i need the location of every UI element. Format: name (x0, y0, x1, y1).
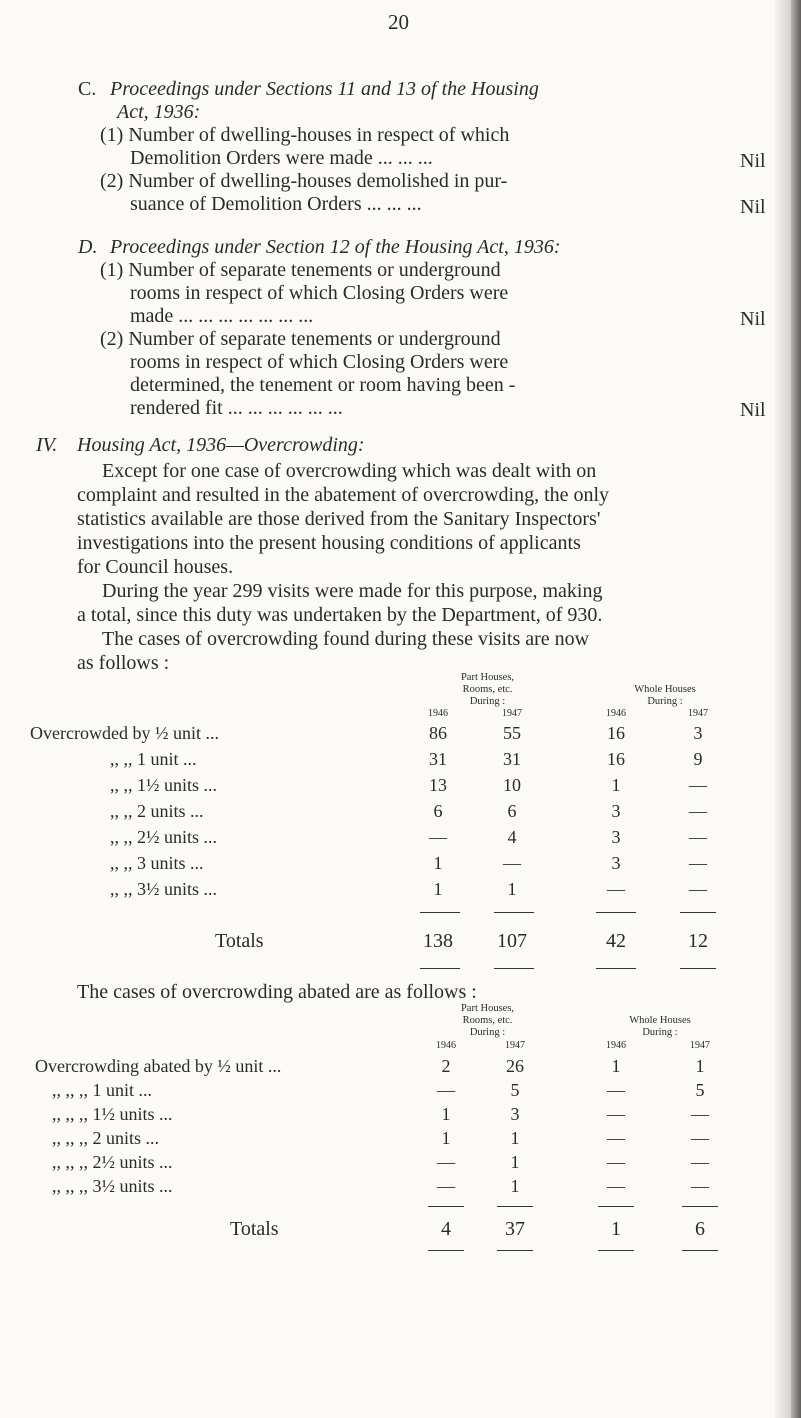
t1-total: 138 (423, 930, 453, 952)
t2-cell: 1 (510, 1152, 520, 1172)
t1-rule (420, 912, 460, 913)
t1-cell: 3 (611, 853, 621, 873)
t1-totals-label: Totals (215, 930, 264, 952)
t2-totals-label: Totals (230, 1218, 279, 1240)
t1-cell: 9 (693, 749, 703, 769)
t2-cell: — (607, 1104, 625, 1124)
t1-cell: — (503, 853, 521, 873)
t1-total: 42 (606, 930, 626, 952)
t1-rule-bottom (680, 968, 716, 969)
section-d-item1-line2: rooms in respect of which Closing Orders were (130, 282, 509, 304)
t1-cell: — (689, 775, 707, 795)
para1-line3: statistics available are those derived from the Sanitary Inspectors' (77, 508, 601, 530)
t2-rule (497, 1206, 533, 1207)
t1-cell: 31 (503, 749, 521, 769)
t1-cell: — (689, 827, 707, 847)
section-d-item2-line4: rendered fit ... ... ... ... ... ... (130, 397, 343, 419)
t1-cell: 16 (607, 723, 625, 743)
abated-intro: The cases of overcrowding abated are as follows : (77, 981, 477, 1003)
t1-header-part-3: During : (469, 696, 506, 707)
t2-total: 37 (505, 1218, 525, 1240)
t2-rule (598, 1206, 634, 1207)
t1-cell: — (689, 801, 707, 821)
t1-cell: 6 (433, 801, 443, 821)
t1-year-2: 1947 (502, 708, 522, 719)
t2-cell: — (607, 1176, 625, 1196)
section-d-item2-line2: rooms in respect of which Closing Orders were (130, 351, 509, 373)
section-c-item1-line1: (1) Number of dwelling-houses in respect of which (100, 124, 510, 146)
t2-rule-bottom (598, 1250, 634, 1251)
t1-cell: 3 (611, 827, 621, 847)
t2-cell: — (607, 1152, 625, 1172)
section-c-item2-line1: (2) Number of dwelling-houses demolished in pur- (100, 170, 508, 192)
t1-cell: 1 (433, 879, 443, 899)
t1-rule-bottom (596, 968, 636, 969)
t2-year-2: 1947 (505, 1040, 525, 1051)
t1-cell: 55 (503, 723, 521, 743)
section-c-item1-value: Nil (740, 150, 766, 172)
t1-cell: 4 (507, 827, 517, 847)
t1-cell: 10 (503, 775, 521, 795)
section-d-item1-line3: made ... ... ... ... ... ... ... (130, 305, 314, 327)
t2-header-whole-1: Whole Houses (629, 1015, 691, 1026)
t2-cell: 5 (510, 1080, 520, 1100)
t2-cell: — (607, 1128, 625, 1148)
para3-line2: as follows : (77, 652, 170, 674)
t2-row-label: ,, ,, ,, 3½ units ... (52, 1176, 173, 1196)
t2-row-label: ,, ,, ,, 1 unit ... (52, 1080, 153, 1100)
t1-row-label: Overcrowded by ½ unit ... (30, 723, 219, 743)
t2-row-label: ,, ,, ,, 2½ units ... (52, 1152, 173, 1172)
t1-row-label: ,, ,, 3½ units ... (110, 879, 218, 899)
section-c-item1-line2: Demolition Orders were made ... ... ... (130, 147, 433, 169)
t2-row-label: Overcrowding abated by ½ unit ... (35, 1056, 282, 1076)
section-d-item2-line1: (2) Number of separate tenements or underground (100, 328, 501, 350)
t1-header-whole-2: During : (647, 696, 683, 707)
t1-rule-bottom (420, 968, 460, 969)
t1-total: 12 (688, 930, 708, 952)
t2-cell: — (691, 1176, 709, 1196)
section-d-item2-value: Nil (740, 399, 766, 421)
t2-rule (682, 1206, 718, 1207)
t1-cell: — (689, 853, 707, 873)
t2-cell: — (437, 1152, 455, 1172)
t2-cell: — (437, 1080, 455, 1100)
t1-cell: — (429, 827, 447, 847)
t2-year-4: 1947 (690, 1040, 710, 1051)
t1-header-whole-1: Whole Houses (634, 684, 696, 695)
section-c-title-line2: Act, 1936: (117, 101, 201, 123)
t1-cell: 86 (429, 723, 447, 743)
t1-rule (680, 912, 716, 913)
section-c-letter: C. (78, 78, 97, 100)
t1-cell: — (689, 879, 707, 899)
para1-line4: investigations into the present housing conditions of applicants (77, 532, 581, 554)
t2-rule (428, 1206, 464, 1207)
t1-cell: 31 (429, 749, 447, 769)
t2-cell: 2 (441, 1056, 451, 1076)
t1-total: 107 (497, 930, 527, 952)
t2-cell: — (691, 1128, 709, 1148)
t1-header-part-2: Rooms, etc. (462, 684, 513, 695)
section-d-item1-value: Nil (740, 308, 766, 330)
t2-row-label: ,, ,, ,, 2 units ... (52, 1128, 160, 1148)
t2-cell: 1 (441, 1104, 451, 1124)
t1-rule (494, 912, 534, 913)
t1-cell: 16 (607, 749, 625, 769)
page-edge-dark (791, 0, 801, 1418)
section-iv-title: Housing Act, 1936—Overcrowding: (77, 434, 365, 456)
t1-cell: 6 (507, 801, 517, 821)
para1-line2: complaint and resulted in the abatement of overcrowding, the only (77, 484, 610, 506)
t1-row-label: ,, ,, 2½ units ... (110, 827, 218, 847)
t2-rule-bottom (428, 1250, 464, 1251)
t2-cell: 1 (611, 1056, 621, 1076)
para1-line5: for Council houses. (77, 556, 234, 578)
t1-year-3: 1946 (606, 708, 626, 719)
t1-cell: 1 (507, 879, 517, 899)
t2-cell: 3 (510, 1104, 520, 1124)
section-d-item2-line3: determined, the tenement or room having been - (130, 374, 516, 396)
t2-total: 6 (695, 1218, 705, 1240)
t2-cell: 1 (510, 1128, 520, 1148)
para2-line2: a total, since this duty was undertaken by the Department, of 930. (77, 604, 603, 626)
section-d-item1-line1: (1) Number of separate tenements or underground (100, 259, 501, 281)
para2-line1: During the year 299 visits were made for this purpose, making (102, 580, 603, 602)
t2-header-whole-2: During : (642, 1027, 678, 1038)
t2-header-part-1: Part Houses, (460, 1003, 515, 1014)
t1-cell: 3 (611, 801, 621, 821)
t2-cell: — (607, 1080, 625, 1100)
t2-header-part-2: Rooms, etc. (462, 1015, 513, 1026)
t2-cell: — (691, 1152, 709, 1172)
t1-row-label: ,, ,, 1 unit ... (110, 749, 197, 769)
t2-cell: 5 (695, 1080, 705, 1100)
t1-cell: 1 (611, 775, 621, 795)
section-c-item2-line2: suance of Demolition Orders ... ... ... (130, 193, 422, 215)
t1-row-label: ,, ,, 1½ units ... (110, 775, 218, 795)
para1-line1: Except for one case of overcrowding which was dealt with on (102, 460, 597, 482)
t1-rule-bottom (494, 968, 534, 969)
t2-header-part-3: During : (469, 1027, 506, 1038)
t1-year-4: 1947 (688, 708, 708, 719)
t2-cell: — (437, 1176, 455, 1196)
section-d-letter: D. (78, 236, 98, 258)
t2-cell: 1 (695, 1056, 705, 1076)
t1-row-label: ,, ,, 3 units ... (110, 853, 204, 873)
t2-cell: 26 (506, 1056, 524, 1076)
para3-line1: The cases of overcrowding found during these visits are now (102, 628, 590, 650)
section-c-title-line1: Proceedings under Sections 11 and 13 of the Housing (110, 78, 539, 100)
t1-cell: 3 (693, 723, 703, 743)
t2-cell: 1 (510, 1176, 520, 1196)
section-c-item2-value: Nil (740, 196, 766, 218)
t1-year-1: 1946 (428, 708, 448, 719)
t2-cell: 1 (441, 1128, 451, 1148)
t1-row-label: ,, ,, 2 units ... (110, 801, 204, 821)
page-number: 20 (388, 10, 409, 34)
t1-rule (596, 912, 636, 913)
t1-cell: 13 (429, 775, 447, 795)
t2-rule-bottom (497, 1250, 533, 1251)
t1-cell: 1 (433, 853, 443, 873)
section-d-title: Proceedings under Section 12 of the Housing Act, 1936: (110, 236, 561, 258)
t1-cell: — (607, 879, 625, 899)
t2-year-3: 1946 (606, 1040, 626, 1051)
t2-total: 4 (441, 1218, 451, 1240)
t2-cell: — (691, 1104, 709, 1124)
t2-row-label: ,, ,, ,, 1½ units ... (52, 1104, 173, 1124)
t1-header-part-1: Part Houses, (460, 672, 515, 683)
t2-year-1: 1946 (436, 1040, 456, 1051)
t2-total: 1 (611, 1218, 621, 1240)
section-iv-numeral: IV. (36, 434, 58, 456)
t2-rule-bottom (682, 1250, 718, 1251)
